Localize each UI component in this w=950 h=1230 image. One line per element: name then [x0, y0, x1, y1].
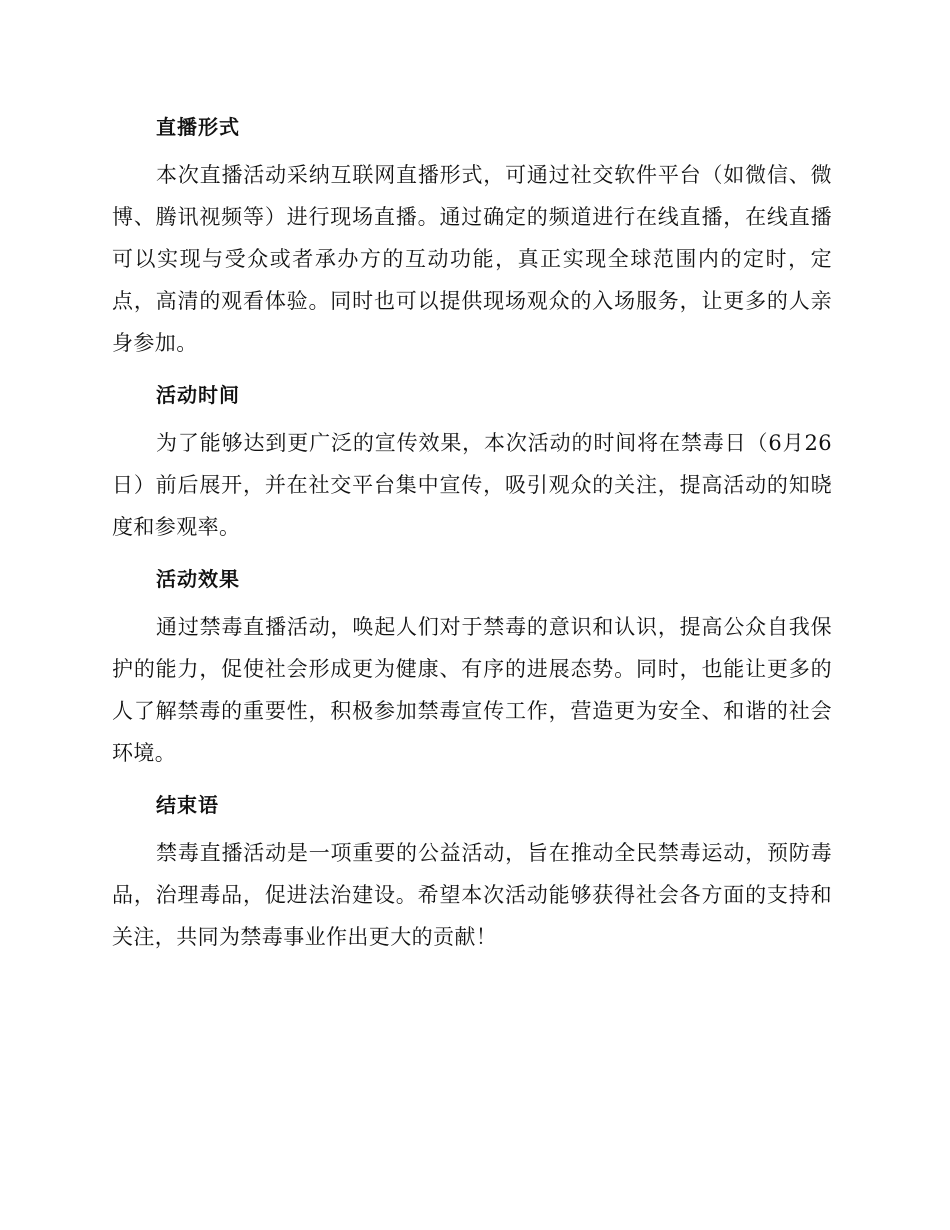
section-heading: 活动效果 [156, 567, 240, 591]
section-paragraph: 通过禁毒直播活动，唤起人们对于禁毒的意识和认识，提高公众自我保护的能力，促使社会形成更为健康、有序的进展态势。同时，也能让更多的人了解禁毒的重要性，积极参加禁毒宣传工作，营造更为安全、和谐的社会环境。 [112, 615, 832, 765]
section-paragraph: 为了能够达到更广泛的宣传效果，本次活动的时间将在禁毒日（6月26日）前后展开，并在社交平台集中宣传，吸引观众的关注，提高活动的知晓度和参观率。 [112, 431, 832, 539]
section-paragraph: 本次直播活动采纳互联网直播形式，可通过社交软件平台（如微信、微博、腾讯视频等）进行现场直播。通过确定的频道进行在线直播，在线直播可以实现与受众或者承办方的互动功能，真正实现全球范围内的定时，定点，高清的观看体验。同时也可以提供现场观众的入场服务，让更多的人亲身参加。 [112, 163, 832, 355]
section-heading: 直播形式 [156, 115, 240, 139]
section-activity-time [112, 380, 832, 548]
section-live-format [112, 112, 832, 364]
section-paragraph: 禁毒直播活动是一项重要的公益活动，旨在推动全民禁毒运动，预防毒品，治理毒品，促进法治建设。希望本次活动能够获得社会各方面的支持和关注，共同为禁毒事业作出更大的贡献！ [112, 841, 832, 949]
section-conclusion [112, 790, 832, 958]
section-heading: 活动时间 [156, 383, 240, 407]
section-activity-effect [112, 564, 832, 774]
section-heading: 结束语 [156, 793, 219, 817]
document-page [112, 112, 832, 974]
